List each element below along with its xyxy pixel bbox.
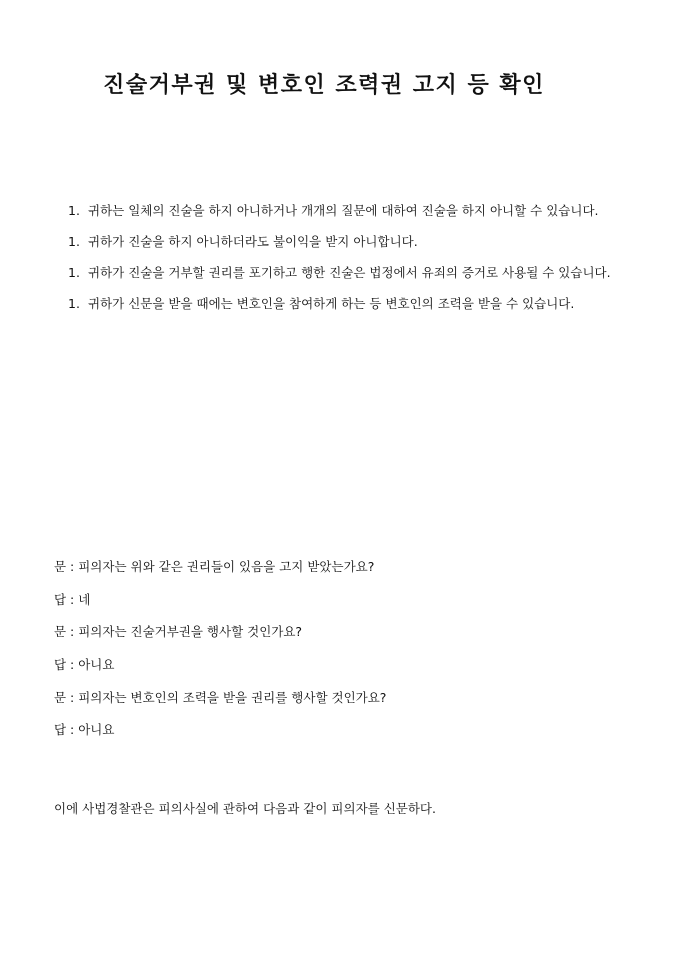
rights-list-item — [68, 291, 612, 317]
list-number: 1. — [68, 203, 80, 218]
rights-list-item — [68, 198, 612, 224]
rights-list-item — [68, 260, 612, 286]
rights-list — [68, 198, 612, 322]
question-line: 문 : 피의자는 변호인의 조력을 받을 권리를 행사할 것인가요? — [54, 689, 387, 705]
question-line: 문 : 피의자는 진술거부권을 행사할 것인가요? — [54, 624, 303, 640]
list-number: 1. — [68, 234, 80, 249]
list-item-text: 귀하가 신문을 받을 때에는 변호인을 참여하게 하는 등 변호인의 조력을 받을 수 있습니다. — [88, 296, 575, 311]
rights-list-item — [68, 229, 612, 255]
list-item-text: 귀하가 진술을 하지 아니하더라도 불이익을 받지 아니합니다. — [88, 234, 418, 249]
answer-line: 답 : 네 — [54, 591, 91, 607]
list-item-text: 귀하는 일체의 진술을 하지 아니하거나 개개의 질문에 대하여 진술을 하지 아니할 수 있습니다. — [88, 203, 599, 218]
list-item-text: 귀하가 진술을 거부할 권리를 포기하고 행한 진술은 법정에서 유죄의 증거로 사용될 수 있습니다. — [88, 265, 611, 280]
question-line: 문 : 피의자는 위와 같은 권리들이 있음을 고지 받았는가요? — [54, 559, 375, 574]
question-answer-section — [54, 556, 634, 752]
closing-statement: 이에 사법경찰관은 피의사실에 관하여 다음과 같이 피의자를 신문하다. — [54, 800, 436, 816]
document-title: 진술거부권 및 변호인 조력권 고지 등 확인 — [103, 73, 545, 98]
answer-line: 답 : 아니요 — [54, 657, 115, 673]
answer-line: 답 : 아니요 — [54, 722, 115, 738]
list-number: 1. — [68, 296, 80, 311]
list-number: 1. — [68, 265, 80, 280]
